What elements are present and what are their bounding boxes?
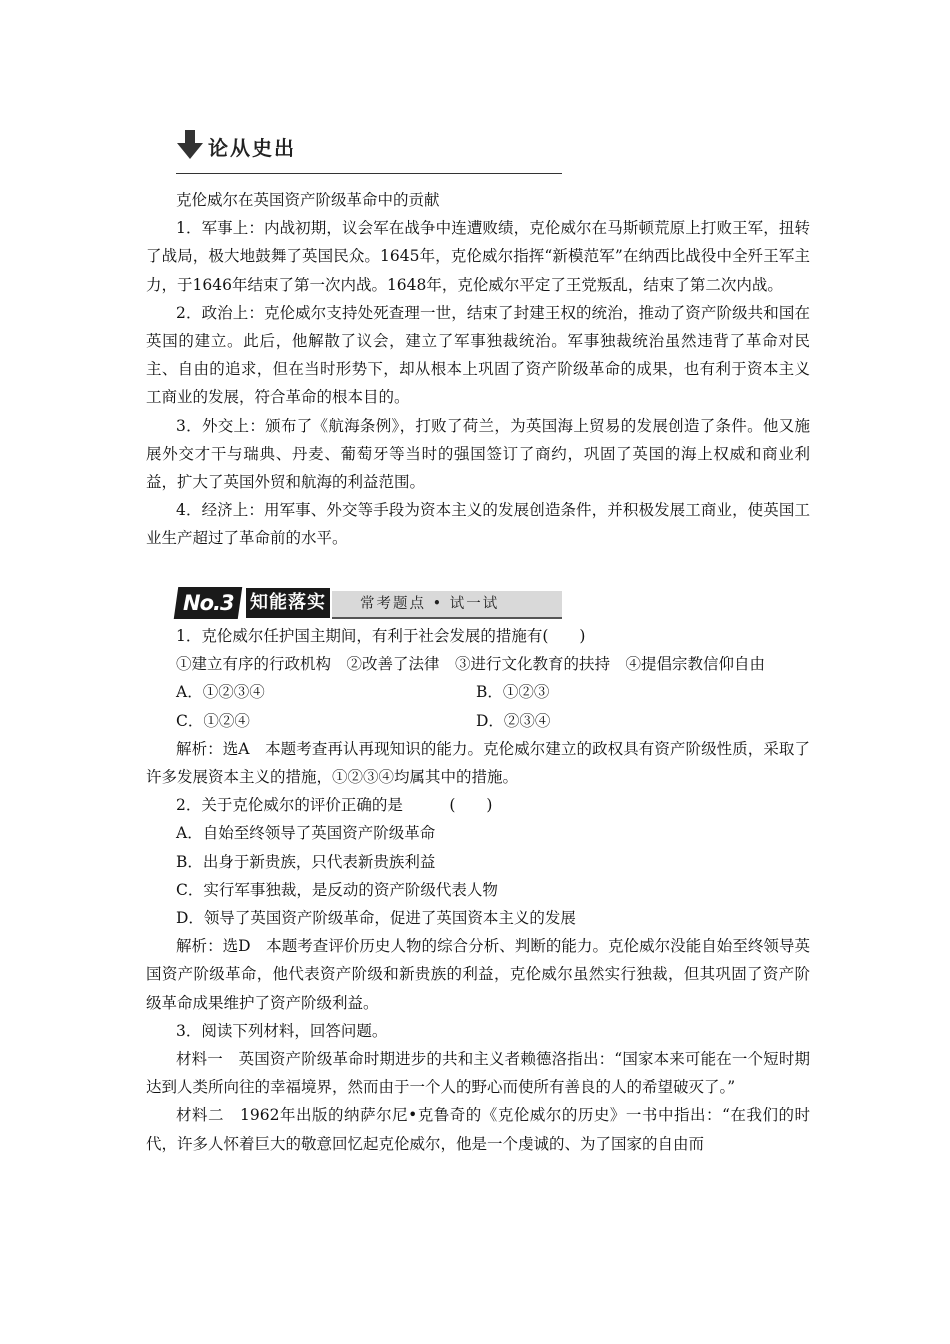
section-divider xyxy=(176,173,562,174)
option-c: C．①②④ xyxy=(176,711,250,730)
banner-underline xyxy=(332,617,562,619)
section-banner xyxy=(176,587,562,619)
option-d: D．领导了英国资产阶级革命，促进了英国资本主义的发展 xyxy=(176,909,576,928)
history-point: 2．政治上：克伦威尔支持处死查理一世，结束了封建王权的统治，推动了资产阶级共和国在英国的建立。此后，他解散了议会，建立了军事独裁统治。军事独裁统治虽然违背了革命对民主、自由的追求，但在当时形势下，却从根本上巩固了资产阶级革命的成果，也有利于资本主义工商业的发展，符合革命的根本目的。 xyxy=(146,303,810,407)
question-3-stem: 3．阅读下列材料，回答问题。 xyxy=(176,1021,388,1040)
question-1-options-row xyxy=(146,678,810,706)
down-arrow-icon xyxy=(176,130,204,160)
option-d: D．②③④ xyxy=(476,711,551,730)
option-c: C．实行军事独裁，是反动的资产阶级代表人物 xyxy=(176,880,498,899)
question-1-options-row xyxy=(146,707,810,735)
question-2-stem: 2．关于克伦威尔的评价正确的是 ( ) xyxy=(176,796,493,815)
material-2: 材料二 1962年出版的纳萨尔尼•克鲁奇的《克伦威尔的历史》一书中指出：“在我们的时代，许多人怀着巨大的敬意回忆起克伦威尔，他是一个虔诚的、为了国家的自由而 xyxy=(146,1106,810,1153)
history-point: 1．军事上：内战初期，议会军在战争中连遭败绩，克伦威尔在马斯顿荒原上打败王军，扭转了战局，极大地鼓舞了英国民众。1645年，克伦威尔指挥“新模范军”在纳西比战役中全歼王军主力，于1646年结束了第一次内战。1648年，克伦威尔平定了王党叛乱，结束了第二次内战。 xyxy=(146,219,810,294)
option-b: B．①②③ xyxy=(476,683,550,702)
history-point: 3．外交上：颁布了《航海条例》，打败了荷兰，为英国海上贸易的发展创造了条件。他又施展外交才干与瑞典、丹麦、葡萄牙等当时的强国签订了商约，巩固了英国的海上权威和商业利益，扩大了英国外贸和航海的利益范围。 xyxy=(146,416,810,492)
material-1: 材料一 英国资产阶级革命时期进步的共和主义者赖德洛指出：“国家本来可能在一个短时期达到人类所向往的幸福境界，然而由于一个人的野心而使所有善良的人的希望破灭了。” xyxy=(146,1050,810,1097)
question-1-analysis: 解析：选A 本题考查再认再现知识的能力。克伦威尔建立的政权具有资产阶级性质，采取了许多发展资本主义的措施，①②③④均属其中的措施。 xyxy=(146,739,810,787)
question-1-stem: 1．克伦威尔任护国主期间，有利于社会发展的措施有( ) xyxy=(176,627,586,645)
banner-title: 知能落实 xyxy=(246,588,330,618)
option-b: B．出身于新贵族，只代表新贵族利益 xyxy=(176,852,436,871)
banner-number: No.3 xyxy=(174,587,242,619)
question-2-analysis: 解析：选D 本题考查评价历史人物的综合分析、判断的能力。克伦威尔没能自始至终领导英国资产阶级革命，他代表资产阶级和新贵族的利益，克伦威尔虽然实行独裁，但其巩固了资产阶级革命成果维护了资产阶级利益。 xyxy=(146,937,810,1012)
history-point: 4．经济上：用军事、外交等手段为资本主义的发展创造条件，并积极发展工商业，使英国工业生产超过了革命前的水平。 xyxy=(146,501,810,548)
section-title: 论从史出 xyxy=(208,136,296,160)
history-content xyxy=(146,186,810,553)
option-a: A．自始至终领导了英国资产阶级革命 xyxy=(176,824,436,843)
history-heading: 克伦威尔在英国资产阶级革命中的贡献 xyxy=(176,191,440,209)
option-a: A．①②③④ xyxy=(176,683,265,702)
question-1-items: ①建立有序的行政机构 ②改善了法律 ③进行文化教育的扶持 ④提倡宗教信仰自由 xyxy=(176,655,766,674)
questions-content xyxy=(146,622,810,1158)
banner-subtitle: 常考题点 • 试一试 xyxy=(332,591,562,617)
